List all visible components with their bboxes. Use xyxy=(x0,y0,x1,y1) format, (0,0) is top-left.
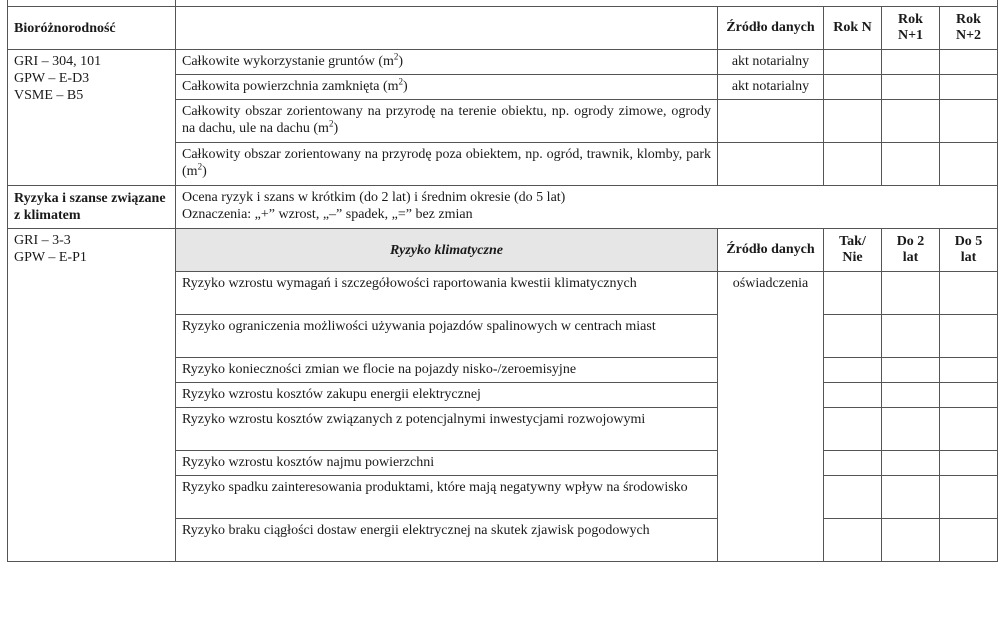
col-header-year-n: Rok N xyxy=(824,7,882,50)
yes-no-cell[interactable] xyxy=(824,451,882,476)
col-header-2-years: Do 2 lat xyxy=(882,229,940,272)
year-n2-cell[interactable] xyxy=(940,100,998,143)
five-years-cell[interactable] xyxy=(940,408,998,451)
code-label: GPW – E-P1 xyxy=(14,250,87,265)
code-label: VSME – B5 xyxy=(14,88,84,103)
year-n2-cell[interactable] xyxy=(940,75,998,100)
col-header-yes-no: Tak/ Nie xyxy=(824,229,882,272)
col-header-year-n2: Rok N+2 xyxy=(940,7,998,50)
col-header-5-years: Do 5 lat xyxy=(940,229,998,272)
two-years-cell[interactable] xyxy=(882,315,940,358)
year-n1-cell[interactable] xyxy=(882,50,940,75)
risk-label: Ryzyko wzrostu kosztów zakupu energii elektrycznej xyxy=(176,383,718,408)
year-n-cell[interactable] xyxy=(824,75,882,100)
yes-no-cell[interactable] xyxy=(824,315,882,358)
metric-label: Całkowity obszar zorientowany na przyrodę na terenie obiektu, np. ogrody zimowe, ogrody na dachu, ule na dachu $(m^2)$ xyxy=(176,100,718,143)
yes-no-cell[interactable] xyxy=(824,358,882,383)
climate-header-row xyxy=(8,229,998,272)
esg-table xyxy=(7,6,998,562)
climate-intro-row xyxy=(8,186,998,229)
yes-no-cell[interactable] xyxy=(824,519,882,562)
col-header-year-n1: Rok N+1 xyxy=(882,7,940,50)
two-years-cell[interactable] xyxy=(882,383,940,408)
two-years-cell[interactable] xyxy=(882,358,940,383)
table-row xyxy=(8,50,998,75)
risk-label: Ryzyko spadku zainteresowania produktami, które mają negatywny wpływ na środowisko xyxy=(176,476,718,519)
year-n-cell[interactable] xyxy=(824,100,882,143)
five-years-cell[interactable] xyxy=(940,383,998,408)
data-source-cell: akt notarialny xyxy=(718,50,824,75)
five-years-cell[interactable] xyxy=(940,358,998,383)
code-label: GRI – 3-3 xyxy=(14,233,71,248)
biodiversity-title: Bioróżnorodność xyxy=(8,7,176,50)
biodiversity-codes xyxy=(8,50,176,186)
climate-description xyxy=(176,186,998,229)
header-blank-cell xyxy=(176,7,718,50)
risk-label: Ryzyko wzrostu kosztów najmu powierzchni xyxy=(176,451,718,476)
risk-label: Ryzyko ograniczenia możliwości używania pojazdów spalinowych w centrach miast xyxy=(176,315,718,358)
yes-no-cell[interactable] xyxy=(824,383,882,408)
five-years-cell[interactable] xyxy=(940,451,998,476)
two-years-cell[interactable] xyxy=(882,476,940,519)
source-header: Źródło danych xyxy=(718,229,824,272)
climate-codes xyxy=(8,229,176,562)
year-n-cell[interactable] xyxy=(824,50,882,75)
risk-label: Ryzyko wzrostu kosztów związanych z potencjalnymi inwestycjami rozwojowymi xyxy=(176,408,718,451)
risk-label: Ryzyko braku ciągłości dostaw energii elektrycznej na skutek zjawisk pogodowych xyxy=(176,519,718,562)
yes-no-cell[interactable] xyxy=(824,408,882,451)
risk-label: Ryzyko wzrostu wymagań i szczegółowości raportowania kwestii klimatycznych xyxy=(176,272,718,315)
risk-header: Ryzyko klimatyczne xyxy=(176,229,718,272)
source-header: Źródło danych xyxy=(718,7,824,50)
two-years-cell[interactable] xyxy=(882,451,940,476)
metric-label: Całkowity obszar zorientowany na przyrodę poza obiektem, np. ogród, trawnik, klomby, park $(m^2)$ xyxy=(176,143,718,186)
year-n-cell[interactable] xyxy=(824,143,882,186)
two-years-cell[interactable] xyxy=(882,408,940,451)
yes-no-cell[interactable] xyxy=(824,476,882,519)
five-years-cell[interactable] xyxy=(940,476,998,519)
data-source-cell: oświadczenia xyxy=(718,272,824,562)
code-label: GRI – 304, 101 xyxy=(14,54,102,69)
metric-label: Całkowita powierzchnia zamknięta $(m^2)$ xyxy=(176,75,718,100)
year-n1-cell[interactable] xyxy=(882,100,940,143)
two-years-cell[interactable] xyxy=(882,272,940,315)
two-years-cell[interactable] xyxy=(882,519,940,562)
description-line: Ocena ryzyk i szans w krótkim (do 2 lat) i średnim okresie (do 5 lat) xyxy=(182,190,566,205)
data-source-cell xyxy=(718,100,824,143)
code-label: GPW – E-D3 xyxy=(14,71,90,86)
year-n2-cell[interactable] xyxy=(940,50,998,75)
yes-no-cell[interactable] xyxy=(824,272,882,315)
year-n1-cell[interactable] xyxy=(882,75,940,100)
biodiversity-header-row xyxy=(8,7,998,50)
data-source-cell xyxy=(718,143,824,186)
five-years-cell[interactable] xyxy=(940,272,998,315)
climate-title: Ryzyka i szanse związane z klimatem xyxy=(8,186,176,229)
five-years-cell[interactable] xyxy=(940,315,998,358)
data-source-cell: akt notarialny xyxy=(718,75,824,100)
description-line: Oznaczenia: „+” wzrost, „–” spadek, „=” bez zmian xyxy=(182,207,473,222)
metric-label: Całkowite wykorzystanie gruntów $(m^2)$ xyxy=(176,50,718,75)
year-n2-cell[interactable] xyxy=(940,143,998,186)
year-n1-cell[interactable] xyxy=(882,143,940,186)
risk-label: Ryzyko konieczności zmian we flocie na pojazdy nisko-/zeroemisyjne xyxy=(176,358,718,383)
five-years-cell[interactable] xyxy=(940,519,998,562)
